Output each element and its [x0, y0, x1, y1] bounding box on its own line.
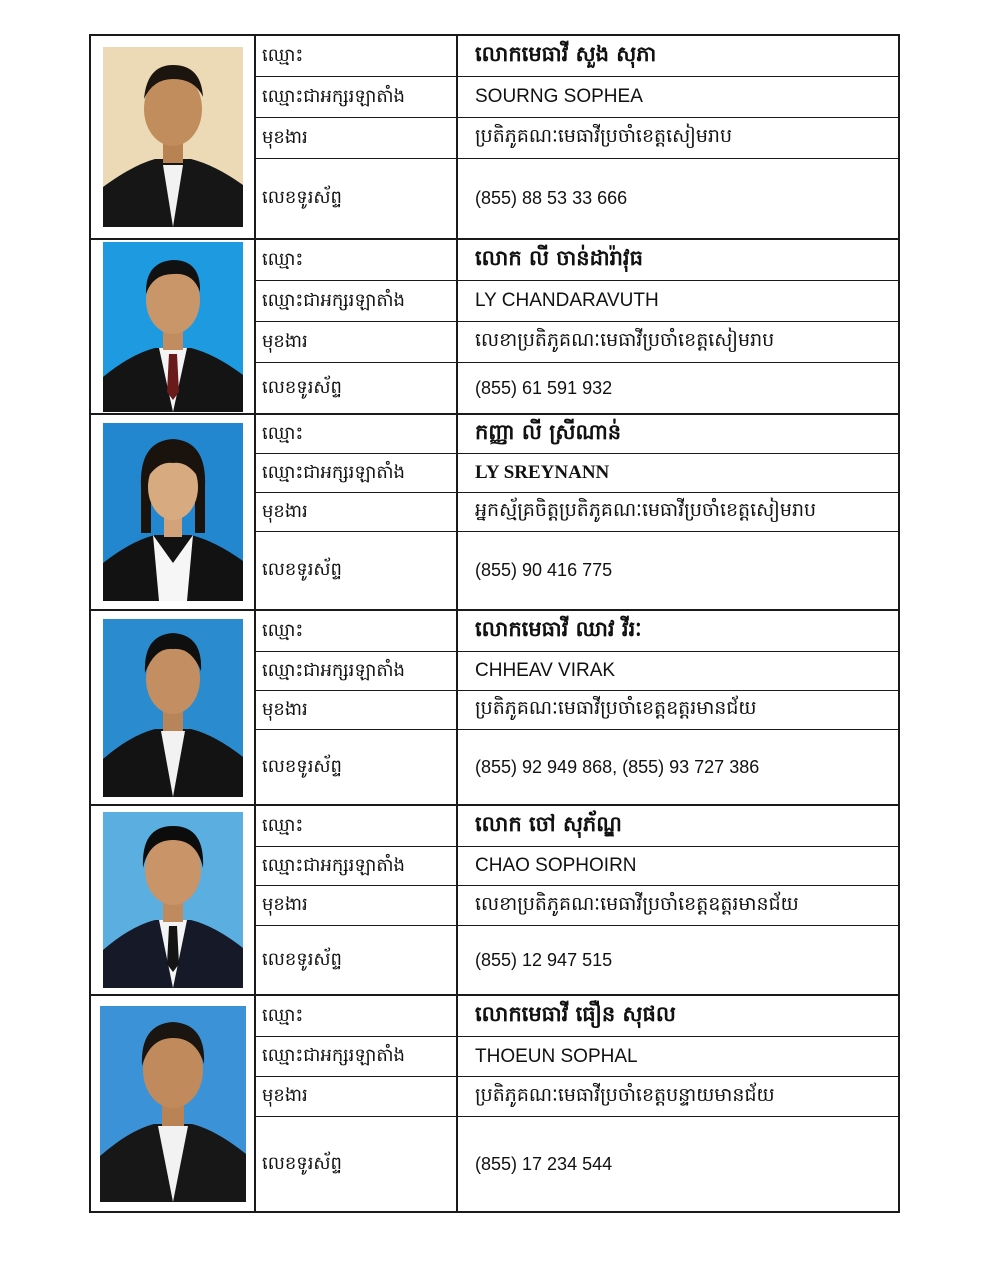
- phone-label: លេខទូរស័ព្ទ: [256, 1117, 458, 1211]
- phone-row: [256, 363, 898, 413]
- name-label: ឈ្មោះ: [256, 806, 458, 846]
- latin-name-label: ឈ្មោះជាអក្សរឡាតាំង: [256, 652, 458, 690]
- name-label: ឈ្មោះ: [256, 415, 458, 453]
- position-label: មុខងារ: [256, 322, 458, 362]
- contact-sheet: [89, 34, 900, 1213]
- latin-name-label: ឈ្មោះជាអក្សរឡាតាំង: [256, 847, 458, 885]
- name-row: [256, 996, 898, 1037]
- latin-name-label: ឈ្មោះជាអក្សរឡាតាំង: [256, 77, 458, 117]
- phone-label: លេខទូរស័ព្ទ: [256, 926, 458, 994]
- name-khmer: កញ្ញា លី ស្រីណាន់: [475, 419, 622, 444]
- latin-name-row: [256, 454, 898, 493]
- name-row: [256, 611, 898, 652]
- phone-label: លេខទូរស័ព្ទ: [256, 730, 458, 804]
- name-row: [256, 806, 898, 847]
- phone-row: [256, 730, 898, 804]
- name-row: [256, 36, 898, 77]
- phone-value: (855) 92 949 868, (855) 93 727 386: [475, 756, 760, 777]
- portrait-photo: [103, 47, 243, 227]
- name-row: [256, 240, 898, 281]
- latin-name-label: ឈ្មោះជាអក្សរឡាតាំង: [256, 454, 458, 492]
- position-label: មុខងារ: [256, 691, 458, 729]
- phone-value: (855) 61 591 932: [475, 377, 613, 398]
- name-khmer: លោកមេធាវី ឈាវ វីរៈ: [475, 616, 642, 641]
- name-latin: SOURNG SOPHEA: [475, 86, 643, 107]
- portrait-photo: [100, 1006, 246, 1202]
- phone-value: (855) 12 947 515: [475, 949, 613, 970]
- position-row: [256, 1077, 898, 1117]
- person-entry: [91, 36, 898, 240]
- latin-name-row: [256, 847, 898, 886]
- phone-label: លេខទូរស័ព្ទ: [256, 363, 458, 413]
- person-entry: [91, 806, 898, 996]
- name-khmer: លោកមេធាវី សួង សុភា: [475, 41, 657, 66]
- person-entry: [91, 611, 898, 806]
- position-label: មុខងារ: [256, 118, 458, 158]
- portrait-photo: [103, 423, 243, 601]
- position-value: អ្នកស្ម័គ្រចិត្តប្រតិភូគណៈមេធាវីប្រចាំខេត្តសៀមរាប: [475, 499, 817, 521]
- person-entry: [91, 240, 898, 415]
- phone-row: [256, 532, 898, 609]
- latin-name-row: [256, 1037, 898, 1077]
- position-row: [256, 691, 898, 730]
- name-latin: CHAO SOPHOIRN: [475, 855, 637, 876]
- name-label: ឈ្មោះ: [256, 611, 458, 651]
- phone-row: [256, 926, 898, 994]
- name-label: ឈ្មោះ: [256, 36, 458, 76]
- position-value: លេខាប្រតិភូគណៈមេធាវីប្រចាំខេត្តសៀមរាប: [475, 329, 775, 351]
- name-latin: LY CHANDARAVUTH: [475, 290, 659, 311]
- latin-name-row: [256, 281, 898, 322]
- latin-name-label: ឈ្មោះជាអក្សរឡាតាំង: [256, 281, 458, 321]
- phone-label: លេខទូរស័ព្ទ: [256, 532, 458, 609]
- position-row: [256, 322, 898, 363]
- position-value: ប្រតិភូគណៈមេធាវីប្រចាំខេត្តបន្ទាយមានជ័យ: [475, 1083, 775, 1106]
- name-label: ឈ្មោះ: [256, 240, 458, 280]
- phone-value: (855) 17 234 544: [475, 1153, 613, 1174]
- position-value: លេខាប្រតិភូគណៈមេធាវីប្រចាំខេត្តឧត្តរមានជ័យ: [475, 892, 799, 915]
- position-label: មុខងារ: [256, 886, 458, 925]
- latin-name-row: [256, 652, 898, 691]
- name-khmer: លោក លី ចាន់ដារ៉ាវុធ: [475, 245, 643, 270]
- phone-row: [256, 1117, 898, 1211]
- photo-cell: [91, 240, 256, 413]
- name-latin: LY SREYNANN: [475, 462, 610, 483]
- portrait-photo: [103, 242, 243, 412]
- photo-cell: [91, 806, 256, 994]
- person-entry: [91, 996, 898, 1211]
- photo-cell: [91, 415, 256, 609]
- name-label: ឈ្មោះ: [256, 996, 458, 1036]
- position-value: ប្រតិភូគណៈមេធាវីប្រចាំខេត្តឧត្តរមានជ័យ: [475, 697, 757, 719]
- latin-name-label: ឈ្មោះជាអក្សរឡាតាំង: [256, 1037, 458, 1076]
- name-khmer: លោកមេធាវី ធឿន សុផល: [475, 1001, 676, 1026]
- phone-value: (855) 88 53 33 666: [475, 188, 628, 208]
- position-row: [256, 118, 898, 159]
- photo-cell: [91, 611, 256, 804]
- latin-name-row: [256, 77, 898, 118]
- position-row: [256, 886, 898, 926]
- portrait-photo: [103, 619, 243, 797]
- position-label: មុខងារ: [256, 1077, 458, 1116]
- phone-value: (855) 90 416 775: [475, 560, 613, 580]
- position-value: ប្រតិភូគណៈមេធាវីប្រចាំខេត្តសៀមរាប: [475, 125, 733, 147]
- phone-label: លេខទូរស័ព្ទ: [256, 159, 458, 238]
- name-khmer: លោក ចៅ សុភ័ណ្ឌ: [475, 811, 622, 836]
- name-latin: THOEUN SOPHAL: [475, 1045, 638, 1067]
- name-latin: CHHEAV VIRAK: [475, 660, 616, 681]
- position-label: មុខងារ: [256, 493, 458, 531]
- photo-cell: [91, 996, 256, 1211]
- person-entry: [91, 415, 898, 611]
- portrait-photo: [103, 812, 243, 988]
- position-row: [256, 493, 898, 532]
- phone-row: [256, 159, 898, 238]
- name-row: [256, 415, 898, 454]
- photo-cell: [91, 36, 256, 238]
